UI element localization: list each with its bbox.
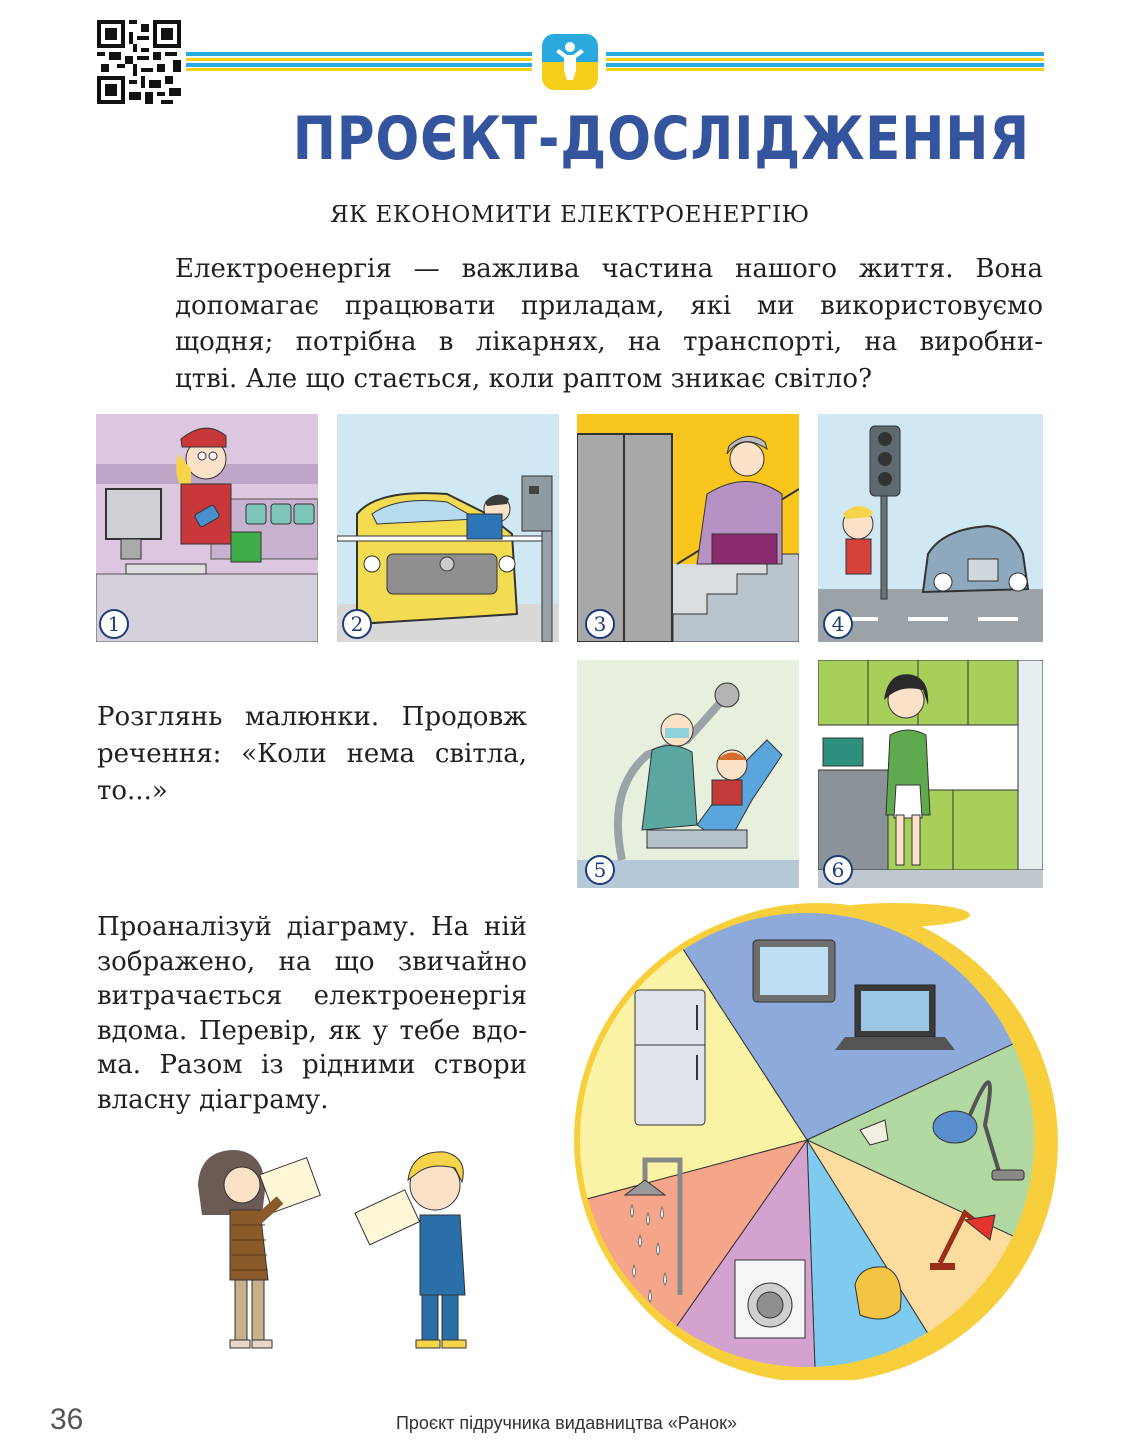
picture-number: 6 (823, 855, 853, 885)
intro-paragraph (175, 251, 1043, 397)
intro-line: цтві. Але що стається, коли раптом зникає світло? (175, 363, 873, 394)
fridge-icon (635, 990, 705, 1125)
picture-number: 4 (823, 609, 853, 639)
page-subtitle: ЯК ЕКОНОМИТИ ЕЛЕКТРОЕНЕРГІЮ (330, 202, 810, 228)
kitchen-stove-illustration (818, 660, 1043, 888)
picture-number: 3 (585, 609, 615, 639)
task-line: речення: «Коли нема світла, (97, 739, 527, 769)
task-line: зображено, на що звичайно (97, 946, 527, 977)
kettle-icon (855, 1267, 901, 1319)
task-line: витрачається електроенергія (97, 981, 527, 1011)
task-analyze-diagram (97, 910, 527, 1117)
header-stripe-left (186, 52, 532, 72)
traffic-light-illustration (818, 414, 1043, 642)
task-line: Проаналізуй діаграму. На ній (97, 912, 527, 942)
footer-text: Проєкт підручника видавництва «Ранок» (395, 1413, 738, 1433)
washing-machine-icon (735, 1260, 805, 1338)
intro-line: допомагає працювати приладам, які ми використовуємо (175, 290, 1043, 321)
page-title: ПРОЄКТ-ДОСЛІДЖЕННЯ (292, 104, 1030, 174)
task-look-at-pictures (97, 699, 527, 810)
task-line: власну діаграму. (97, 1084, 329, 1115)
dentist-illustration (577, 660, 799, 888)
children-with-papers-illustration (180, 1140, 510, 1355)
parking-barrier-illustration (337, 414, 559, 642)
elevator-stairs-illustration (577, 414, 799, 642)
task-line: то...» (97, 776, 168, 806)
task-line: Розглянь малюнки. Продовж (97, 702, 527, 732)
page-number: 36 (50, 1403, 84, 1436)
qr-code-icon[interactable] (97, 20, 181, 104)
picture-number: 1 (99, 609, 129, 639)
child-figure-icon (542, 34, 598, 90)
electricity-pie-diagram (570, 895, 1065, 1380)
shop-cashier-illustration (96, 414, 318, 642)
intro-line: Електроенергія — важлива частина нашого життя. Вона (175, 254, 1043, 284)
task-line: ма. Разом із рідними створи (97, 1050, 527, 1080)
task-line: вдома. Перевір, як у тебе вдо- (97, 1015, 527, 1046)
picture-number: 5 (585, 855, 615, 885)
intro-line: щодня; потрібна в лікарнях, на транспорті, на виробни- (175, 327, 1043, 357)
picture-number: 2 (342, 609, 372, 639)
header-stripe-right (606, 52, 1044, 72)
